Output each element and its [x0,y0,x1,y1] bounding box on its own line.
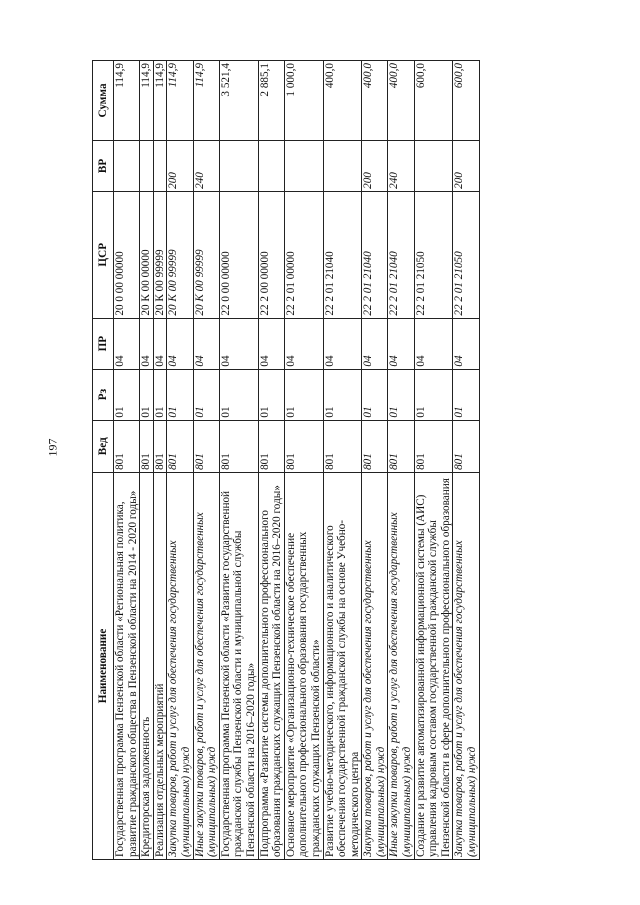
cell-vr: 240 [193,140,219,191]
cell-pr: 04 [258,318,284,369]
cell-rz: 01 [323,369,362,420]
cell-ved: 801 [323,420,362,472]
cell-csr: 22 2 01 21040 [323,191,362,318]
cell-sum: 114,9 [167,61,193,141]
cell-sum: 1 000,0 [284,61,323,141]
cell-ved: 801 [153,420,167,472]
cell-ved: 801 [167,420,193,472]
header-rz: Рз [93,369,114,420]
cell-name: Кредиторская задолженность [140,472,154,859]
cell-ved: 801 [414,420,453,472]
budget-table [92,60,480,860]
cell-pr: 04 [114,318,140,369]
cell-name: Реализация отдельных мероприятий [153,472,167,859]
page-number: 197 [45,438,60,457]
cell-csr: 22 2 01 21050 [453,191,479,318]
cell-pr: 04 [388,318,414,369]
cell-name: Государственная программа Пензенской области «Развитие государственной гражданской службы Пензенской области и муниципальной службы Пензенской области на 2016–2020 годы» [219,472,258,859]
cell-vr: 200 [167,140,193,191]
cell-ved: 801 [362,420,388,472]
cell-vr: 240 [388,140,414,191]
cell-sum: 2 885,1 [258,61,284,141]
cell-vr [153,140,167,191]
cell-vr [114,140,140,191]
cell-csr: 22 2 01 21040 [362,191,388,318]
cell-csr: 22 0 00 00000 [219,191,258,318]
cell-sum: 400,0 [362,61,388,141]
cell-rz: 01 [167,369,193,420]
cell-vr: 200 [453,140,479,191]
cell-rz: 01 [388,369,414,420]
table-row [453,61,479,860]
cell-name: Государственная программа Пензенской области «Региональная политика, развитие гражданского общества в Пензенской области на 2014 - 2020 годы» [114,472,140,859]
cell-sum: 600,0 [453,61,479,141]
cell-pr: 04 [167,318,193,369]
cell-pr: 04 [414,318,453,369]
cell-sum: 114,9 [140,61,154,141]
cell-vr: 200 [362,140,388,191]
cell-ved: 801 [284,420,323,472]
cell-csr: 22 2 00 00000 [258,191,284,318]
cell-ved: 801 [258,420,284,472]
table-row [167,61,193,860]
cell-csr: 20 К 00 99999 [153,191,167,318]
cell-ved: 801 [388,420,414,472]
table-row [140,61,154,860]
cell-rz: 01 [414,369,453,420]
table-row [258,61,284,860]
cell-name: Развитие учебно-методического, информационного и аналитического обеспечения государственной гражданской службы на основе Учебно-методического центра [323,472,362,859]
table-row [414,61,453,860]
header-pr: ПР [93,318,114,369]
cell-rz: 01 [193,369,219,420]
cell-ved: 801 [219,420,258,472]
table-row [114,61,140,860]
cell-sum: 400,0 [388,61,414,141]
cell-vr [284,140,323,191]
table-row [153,61,167,860]
cell-name: Закупка товаров, работ и услуг для обеспечения государственных (муниципальных) нужд [362,472,388,859]
cell-pr: 04 [140,318,154,369]
cell-name: Иные закупки товаров, работ и услуг для обеспечения государственных (муниципальных) нужд [388,472,414,859]
cell-sum: 3 521,4 [219,61,258,141]
header-name: Наименование [93,472,114,859]
table-row [193,61,219,860]
cell-csr: 20 К 00 99999 [193,191,219,318]
cell-vr [258,140,284,191]
cell-name: Иные закупки товаров, работ и услуг для обеспечения государственных (муниципальных) нужд [193,472,219,859]
cell-sum: 114,9 [114,61,140,141]
table-row [323,61,362,860]
cell-sum: 114,9 [193,61,219,141]
cell-ved: 801 [193,420,219,472]
header-csr: ЦСР [93,191,114,318]
cell-csr: 22 2 01 21050 [414,191,453,318]
cell-csr: 20 К 00 00000 [140,191,154,318]
cell-rz: 01 [153,369,167,420]
header-ved: Вед [93,420,114,472]
cell-csr: 20 0 00 00000 [114,191,140,318]
cell-pr: 04 [153,318,167,369]
cell-vr [219,140,258,191]
table-row [284,61,323,860]
cell-name: Основное мероприятие «Организационно-техническое обеспечение дополнительного профессионального образования государственных гражданских служащих Пензенской области» [284,472,323,859]
cell-csr: 22 2 01 21040 [388,191,414,318]
cell-vr [414,140,453,191]
cell-pr: 04 [453,318,479,369]
cell-vr [140,140,154,191]
cell-rz: 01 [219,369,258,420]
cell-rz: 01 [140,369,154,420]
cell-pr: 04 [193,318,219,369]
cell-sum: 400,0 [323,61,362,141]
cell-pr: 04 [323,318,362,369]
cell-csr: 20 К 00 99999 [167,191,193,318]
cell-sum: 114,9 [153,61,167,141]
cell-rz: 01 [258,369,284,420]
cell-name: Создание и развитие автоматизированной информационной системы (АИС) управления кадровым составом государственной гражданской службы Пензенской области в сфере дополнительного профессионального образования [414,472,453,859]
cell-pr: 04 [219,318,258,369]
cell-name: Закупка товаров, работ и услуг для обеспечения государственных (муниципальных) нужд [167,472,193,859]
rotated-table-container [92,60,602,860]
cell-pr: 04 [362,318,388,369]
header-vr: ВР [93,140,114,191]
cell-rz: 01 [284,369,323,420]
table-header-row [93,61,114,860]
cell-rz: 01 [453,369,479,420]
cell-name: Подпрограмма «Развитие системы дополнительного профессионального образования гражданских служащих Пензенской области на 2016–2020 годы» [258,472,284,859]
cell-pr: 04 [284,318,323,369]
header-sum: Сумма [93,61,114,141]
cell-rz: 01 [114,369,140,420]
table-row [388,61,414,860]
cell-sum: 600,0 [414,61,453,141]
cell-ved: 801 [140,420,154,472]
table-row [362,61,388,860]
table-body [114,61,480,860]
cell-ved: 801 [114,420,140,472]
cell-name: Закупка товаров, работ и услуг для обеспечения государственных (муниципальных) нужд [453,472,479,859]
table-row [219,61,258,860]
cell-csr: 22 2 01 00000 [284,191,323,318]
cell-rz: 01 [362,369,388,420]
cell-ved: 801 [453,420,479,472]
cell-vr [323,140,362,191]
